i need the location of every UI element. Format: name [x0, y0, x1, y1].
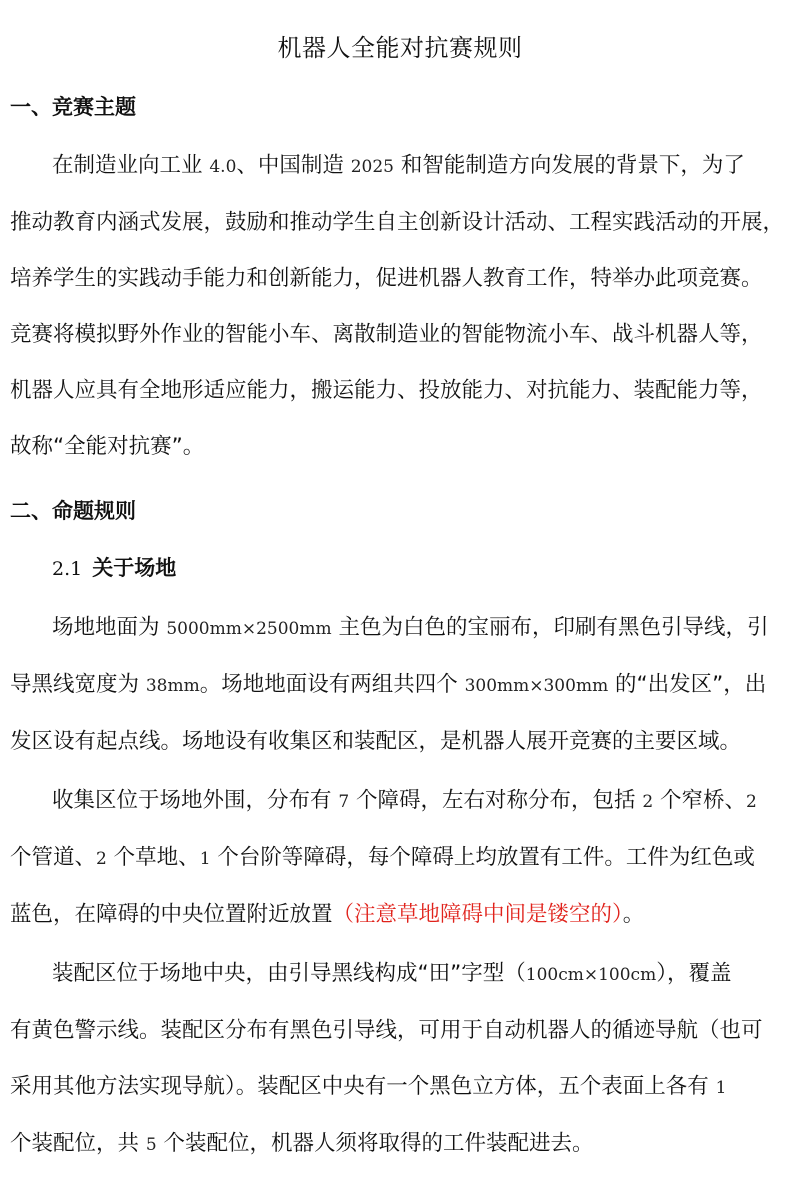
- section-heading-1: 一、竞赛主题: [10, 95, 136, 119]
- subsection-number: 2.1: [52, 558, 83, 580]
- paragraph-line: 机器人应具有全地形适应能力，搬运能力、投放能力、对抗能力、装配能力等，: [10, 378, 763, 403]
- text-run: 个装配位，机器人须将取得的工件装配进去。: [156, 1131, 594, 1156]
- text-run: 5000mm×2500mm: [166, 619, 332, 639]
- text-run: 个窄桥、: [653, 788, 747, 813]
- paragraph-line: [10, 1059, 790, 1116]
- paragraph-collection-zone: [10, 773, 790, 943]
- paragraph-line: [10, 830, 790, 887]
- text-run: 1: [715, 1078, 727, 1098]
- text-run: 导黑线宽度为: [10, 672, 146, 697]
- text-run: 装配区位于场地中央，由引导黑线构成“田”字型（: [52, 961, 526, 986]
- text-run: 蓝色，在障碍的中央位置附近放置: [10, 902, 333, 927]
- paragraph-line: [10, 138, 790, 195]
- text-run: 个管道、: [10, 845, 97, 870]
- text-run: 2: [96, 849, 107, 869]
- paragraph-line: 发区设有起点线。场地设有收集区和装配区，是机器人展开竞赛的主要区域。: [10, 729, 742, 754]
- text-run: 个装配位，共: [10, 1131, 146, 1156]
- text-run: 主色为白色的宝丽布，印刷有黑色引导线，引: [331, 615, 769, 640]
- text-run: 场地地面为: [52, 615, 167, 640]
- text-run: 。场地地面设有两组共四个: [199, 672, 465, 697]
- paragraph-line: 推动教育内涵式发展，鼓励和推动学生自主创新设计活动、工程实践活动的开展，: [10, 210, 785, 235]
- paragraph-assembly-zone: [10, 946, 790, 1173]
- text-run: 。: [622, 902, 645, 927]
- text-run: 个障碍，左右对称分布，包括: [349, 788, 643, 813]
- text-run: 2: [642, 792, 654, 812]
- paragraph-line: [10, 1116, 790, 1173]
- text-run: 7: [338, 792, 350, 812]
- text-run: 1: [199, 849, 211, 869]
- text-run: 300mm×300mm: [464, 676, 609, 696]
- text-run: 个台阶等障碍，每个障碍上均放置有工件。工件为红色或: [210, 845, 755, 870]
- text-run: 的“出发区”，出: [608, 672, 767, 697]
- paragraph-line: [10, 946, 790, 1003]
- text-run: 38mm: [145, 676, 200, 696]
- text-run: 5: [145, 1135, 157, 1155]
- text-run: 2: [746, 792, 757, 812]
- paragraph-line: 故称“全能对抗赛”。: [10, 434, 205, 459]
- paragraph-line: [10, 773, 790, 830]
- paragraph-line: [10, 600, 790, 657]
- text-run: 100cm×100cm: [525, 965, 657, 985]
- text-run: ），覆盖: [656, 961, 732, 986]
- section-heading-2: [10, 496, 136, 526]
- subsection-title: 关于场地: [92, 556, 177, 580]
- paragraph-line: [10, 887, 790, 943]
- paragraph-line: [10, 657, 790, 714]
- paragraph-line: 培养学生的实践动手能力和创新能力，促进机器人教育工作，特举办此项竞赛。: [10, 266, 763, 291]
- text-run: 收集区位于场地外围，分布有: [52, 788, 339, 813]
- text-run: 个草地、: [106, 845, 200, 870]
- section-heading-text: 二、命题规则: [10, 499, 136, 523]
- subsection-heading: [52, 553, 176, 584]
- text-run: 、中国制造: [236, 153, 351, 178]
- text-run: 4.0: [209, 157, 237, 177]
- text-run: 在制造业向工业: [52, 153, 210, 178]
- text-run: 和智能制造方向发展的背景下，为了: [394, 153, 745, 178]
- paragraph-venue: [10, 600, 790, 770]
- paragraph-theme: [10, 138, 790, 475]
- text-run: 2025: [350, 157, 394, 177]
- paragraph-line: 有黄色警示线。装配区分布有黑色引导线，可用于自动机器人的循迹导航（也可: [10, 1018, 763, 1043]
- paragraph-line: 竞赛将模拟野外作业的智能小车、离散制造业的智能物流小车、战斗机器人等，: [10, 322, 763, 347]
- document-title: 机器人全能对抗赛规则: [277, 34, 523, 62]
- text-run: 采用其他方法实现导航）。装配区中央有一个黑色立方体，五个表面上各有: [10, 1074, 716, 1099]
- highlight-note: （注意草地障碍中间是镂空的）: [332, 902, 623, 927]
